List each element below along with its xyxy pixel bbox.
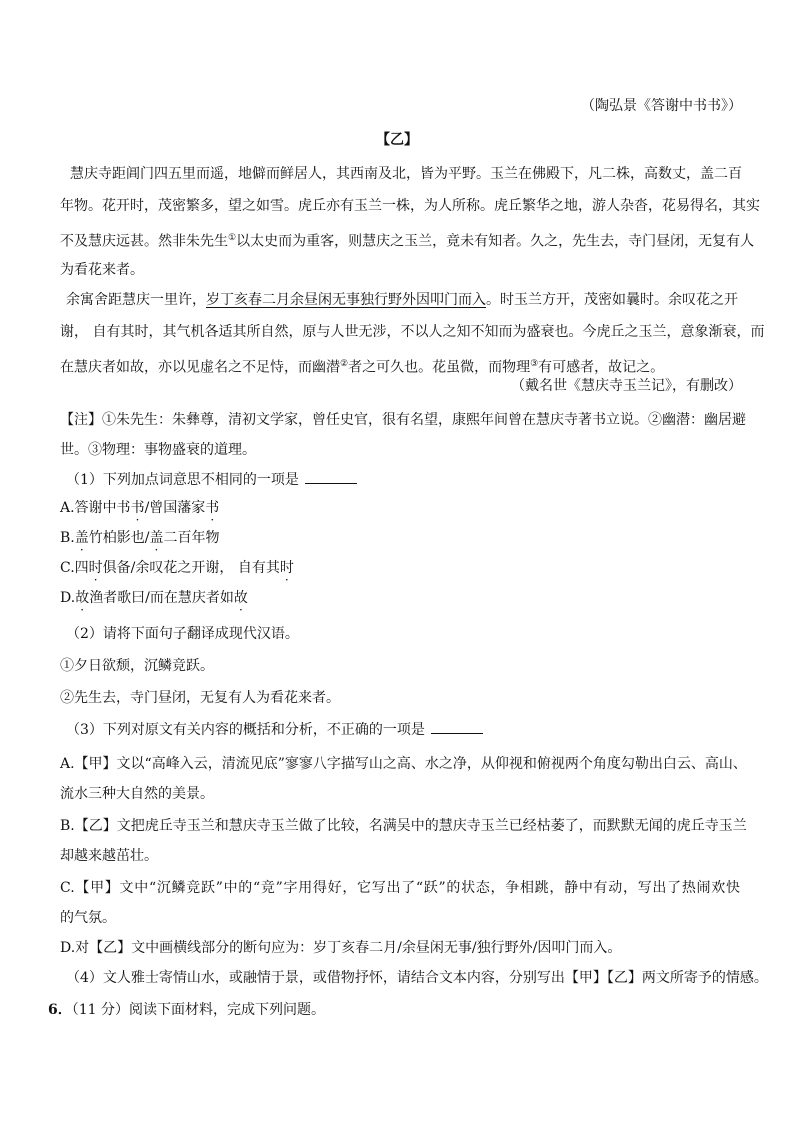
q1-b-mid: 竹柏影也/ <box>88 530 150 546</box>
q6-text: 阅读下面材料，完成下列问题。 <box>129 1002 326 1018</box>
para2-l1-pre: 余寓舍距慧庆一里许， <box>66 292 206 308</box>
q3-stem <box>66 722 483 738</box>
note-mark-1: ① <box>228 233 237 243</box>
dotted-char: 书 <box>205 500 220 516</box>
q1-a-pre: A.答谢中书 <box>60 500 131 516</box>
q2-sentence-1: ①夕日欲颓，沉鳞竞跃。 <box>60 658 214 674</box>
q1-option-c <box>60 560 294 576</box>
answer-blank[interactable] <box>431 733 483 734</box>
note-mark-3: ③ <box>530 359 539 369</box>
para1-line-3b: 以太史而为重客，则慧庆之玉兰，竟未有知者。久之，先生去，寺门昼闭，无复有人 <box>236 233 755 250</box>
dotted-char: 盖 <box>74 530 89 546</box>
para2-line-2: 谢， 自有其时，其气机各适其所自然，原与人世无涉，不以人之知不知而为盛衰也。今虎丘之玉兰，意象渐衰，而 <box>60 324 765 340</box>
q2-stem: （2）请将下面句子翻译成现代汉语。 <box>66 626 299 642</box>
para2-line-3 <box>60 356 664 376</box>
q1-stem <box>66 472 357 488</box>
q1-option-a <box>60 500 219 516</box>
para2-l3-c: 有可感者，故记之。 <box>538 359 665 376</box>
q1-stem-text: （1）下列加点词意思不相同的一项是 <box>66 472 299 488</box>
answer-blank[interactable] <box>305 483 357 484</box>
para2-l3-b: 者之可久也。花虽微，而物理 <box>348 359 531 376</box>
dotted-char: 故 <box>75 590 90 606</box>
para1-line-3 <box>60 230 754 250</box>
para1-line-3a: 不及慧庆远甚。然非朱先生 <box>60 233 228 250</box>
q1-b-pre: B. <box>60 530 75 546</box>
dotted-char: 盖 <box>149 530 164 546</box>
q1-option-d <box>60 590 248 606</box>
q3-b-line-2: 却越来越茁壮。 <box>60 848 158 864</box>
q3-c-line-2: 的气氛。 <box>60 910 116 926</box>
q3-stem-text: （3）下列对原文有关内容的概括和分析，不正确的一项是 <box>66 722 425 738</box>
para2-line-1 <box>66 292 738 308</box>
q1-option-b <box>60 530 219 546</box>
para2-l3-a: 在慧庆者如故，亦以见虚名之不足恃，而幽潜 <box>60 359 340 376</box>
question-6 <box>48 1002 325 1018</box>
q1-d-pre: D. <box>60 590 76 606</box>
source-jia: （陶弘景《答谢中书书》） <box>581 98 742 114</box>
dotted-char: 书 <box>130 500 145 516</box>
q3-a-line-2: 流水三种大自然的美景。 <box>60 786 214 802</box>
q2-sentence-2: ②先生去，寺门昼闭，无复有人为看花来者。 <box>60 690 340 706</box>
dotted-char: 时 <box>279 560 294 576</box>
notes-line-2: 世。③物理：事物盛衰的道理。 <box>60 442 256 458</box>
q3-b-line-1: B.【乙】文把虎丘寺玉兰和慧庆寺玉兰做了比较，名满吴中的慧庆寺玉兰已经枯萎了，而默默无闻的虎丘寺玉兰 <box>60 818 747 834</box>
q6-number: 6． <box>48 1002 72 1018</box>
q1-c-mid: 俱备/余叹花之开谢， 自有其 <box>102 560 280 576</box>
q1-b-post: 二百年物 <box>163 530 220 546</box>
para1-line-2: 年物。花开时，茂密繁多，望之如雪。虎丘亦有玉兰一株，为人所称。虎丘繁华之地，游人杂沓，花易得名，其实 <box>60 198 760 214</box>
dotted-char: 故 <box>233 590 248 606</box>
question-4: （4）文人雅士寄情山水，或融情于景，或借物抒怀，请结合文本内容，分别写出【甲】【乙】两文所寄予的情感。 <box>66 970 768 986</box>
q1-c-pre: C.四 <box>60 560 89 576</box>
notes-line-1: 【注】①朱先生：朱彝尊，清初文学家，曾任史官，很有名望，康熙年间曾在慧庆寺著书立说。②幽潜：幽居避 <box>60 412 746 428</box>
section-title-yi: 【乙】 <box>376 132 418 148</box>
note-mark-2: ② <box>340 359 349 369</box>
q6-score: （11 分） <box>71 1002 130 1018</box>
q3-c-line-1: C.【甲】文中“沉鳞竞跃”中的“竞”字用得好，它写出了“跃”的状态，争相跳，静中有动，写出了热闹欢快 <box>60 880 740 896</box>
q1-a-mid: /曾国藩家 <box>144 500 206 516</box>
source-yi: （戴名世《慧庆寺玉兰记》，有删改） <box>511 378 742 394</box>
underlined-sentence: 岁丁亥春二月余昼闲无事独行野外因叩门而入 <box>206 292 486 308</box>
para1-line-1: 慧庆寺距阊门四五里而遥，地僻而鲜居人，其西南及北，皆为平野。玉兰在佛殿下，凡二株，高数丈，盖二百 <box>70 166 742 182</box>
q3-d-line-1: D.对【乙】文中画横线部分的断句应为：岁丁亥春二月/余昼闲无事/独行野外/因叩门而入。 <box>60 940 622 956</box>
para2-l1-post: 。时玉兰方开，茂密如曩时。余叹花之开 <box>486 292 738 308</box>
para1-line-4: 为看花来者。 <box>60 262 144 278</box>
q1-d-mid: 渔者歌曰/而在慧庆者如 <box>89 590 234 606</box>
dotted-char: 时 <box>88 560 103 576</box>
q3-a-line-1: A.【甲】文以“高峰入云，清流见底”寥寥八字描写山之高、水之净，从仰视和俯视两个角度勾勒出白云、高山、 <box>60 756 747 772</box>
